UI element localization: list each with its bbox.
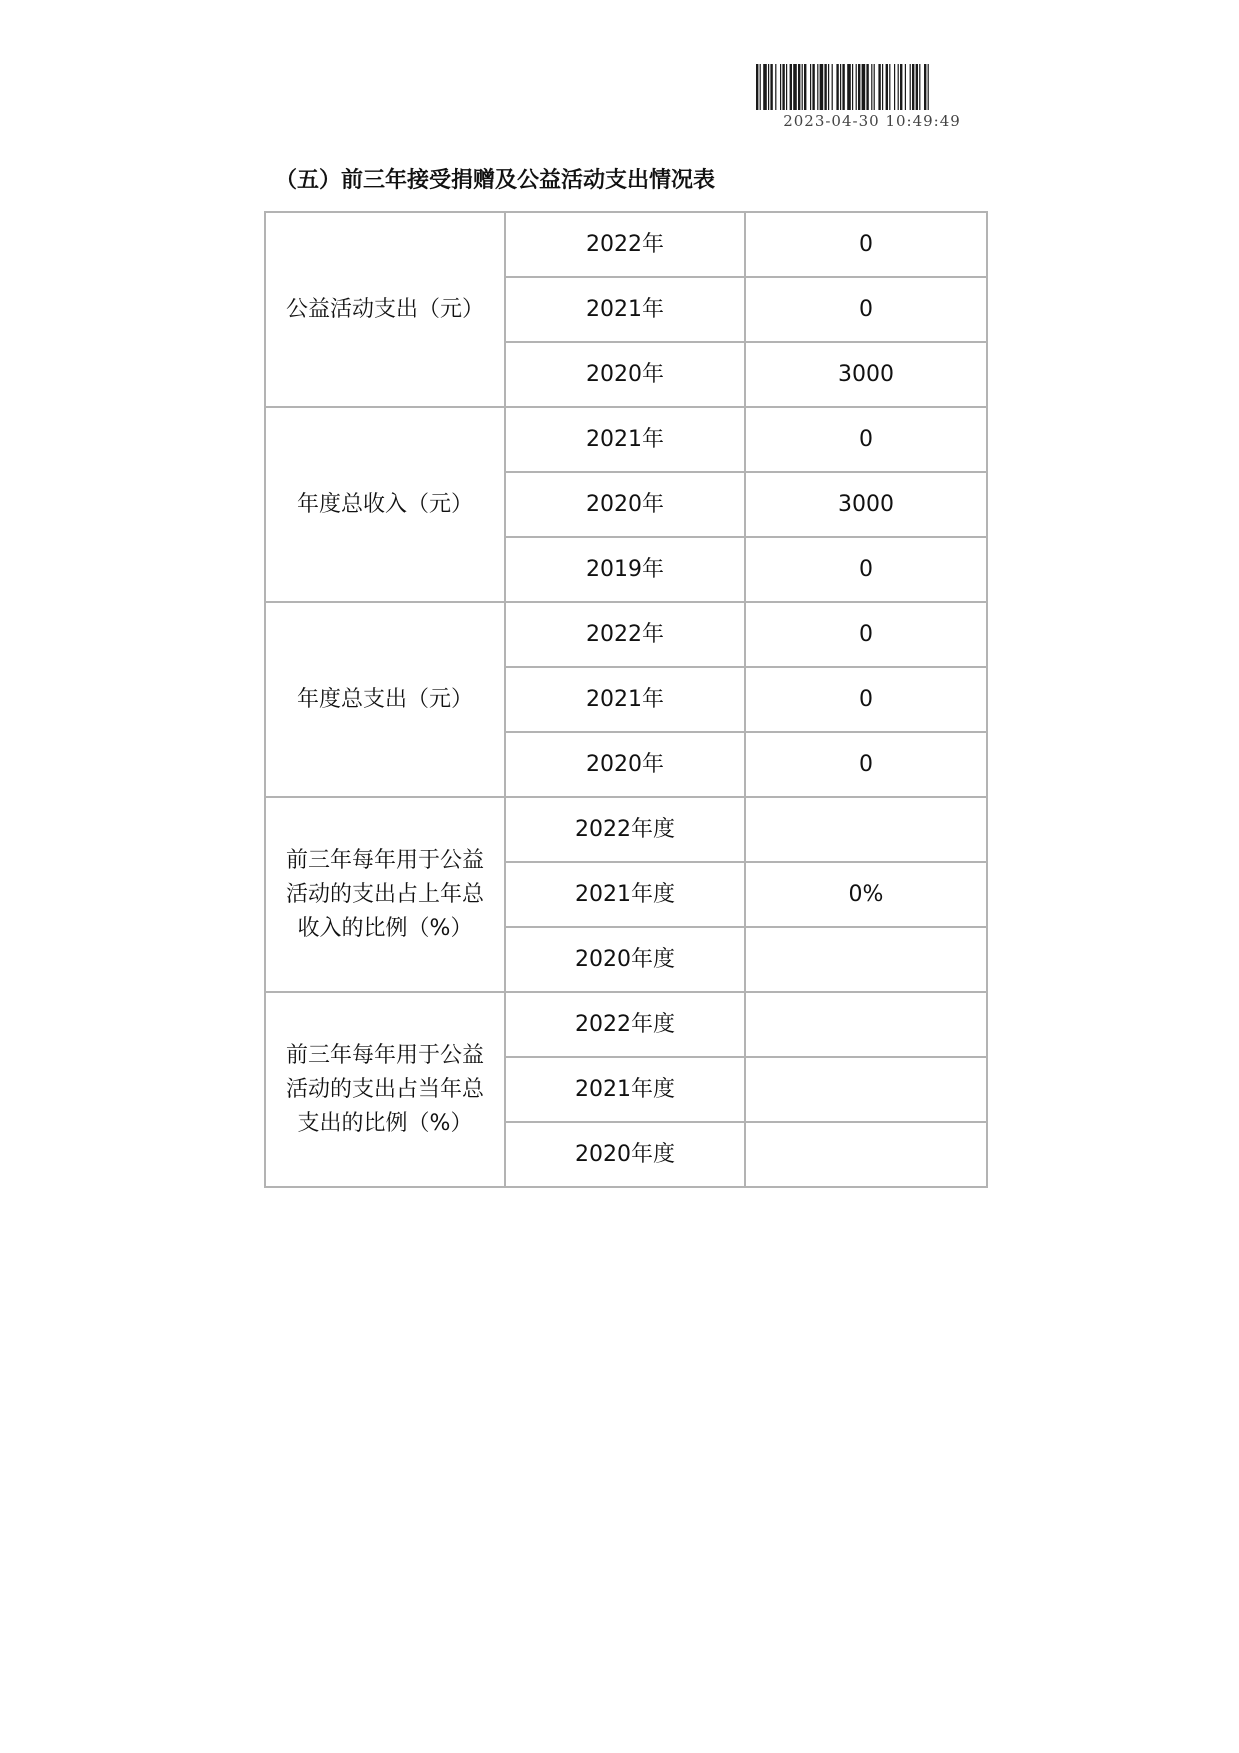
barcode-bar (820, 64, 824, 110)
value-cell: 3000 (745, 472, 987, 537)
group-label: 年度总收入（元） (296, 491, 473, 517)
barcode-bar (828, 64, 829, 110)
donation-expense-table (264, 211, 988, 1188)
value-cell: 0 (745, 212, 987, 277)
year-cell: 2022年 (505, 602, 745, 667)
barcode-bar (858, 64, 860, 110)
barcode-bar (898, 64, 899, 110)
year-cell: 2022年 (505, 212, 745, 277)
value-cell: 0 (745, 277, 987, 342)
value-cell (745, 1057, 987, 1122)
value-cell (745, 797, 987, 862)
barcode-bar (840, 64, 841, 110)
year-cell: 2020年 (505, 472, 745, 537)
value-cell: 0% (745, 862, 987, 927)
barcode-timestamp: 2023-04-30 10:49:49 (783, 112, 961, 130)
year-cell: 2021年 (505, 277, 745, 342)
barcode-bar (852, 64, 853, 110)
group-label-cell (265, 602, 505, 797)
barcode-bar (847, 64, 851, 110)
year-cell: 2021年 (505, 667, 745, 732)
barcode-bar (910, 64, 911, 110)
group-label-cell (265, 212, 505, 407)
table-row (265, 602, 987, 667)
group-label: 前三年每年用于公益活动的支出占上年总收入的比例（%） (285, 847, 484, 941)
barcode-bar (836, 64, 838, 110)
barcode-bar (790, 64, 792, 110)
barcode-bar (782, 64, 784, 110)
year-cell: 2019年 (505, 537, 745, 602)
value-cell (745, 1122, 987, 1187)
barcode-image (756, 64, 988, 110)
year-cell: 2021年 (505, 407, 745, 472)
barcode-bar (916, 64, 918, 110)
year-cell: 2022年度 (505, 797, 745, 862)
barcode-bar (919, 64, 920, 110)
barcode-bar (824, 64, 826, 110)
barcode-bar (756, 64, 758, 110)
barcode-bar (768, 64, 769, 110)
barcode-bar (793, 64, 797, 110)
year-cell: 2020年 (505, 342, 745, 407)
table-row (265, 212, 987, 277)
group-label-cell (265, 797, 505, 992)
year-cell: 2020年 (505, 732, 745, 797)
group-label: 年度总支出（元） (296, 686, 473, 712)
value-cell: 0 (745, 537, 987, 602)
barcode-bar (817, 64, 818, 110)
barcode-bar (812, 64, 814, 110)
value-cell: 0 (745, 407, 987, 472)
barcode-bar (878, 64, 880, 110)
group-label: 公益活动支出（元） (285, 296, 484, 322)
group-label-cell (265, 992, 505, 1187)
table-row (265, 407, 987, 472)
barcode-bar (928, 64, 929, 110)
barcode-block (756, 64, 988, 130)
barcode-bar (900, 64, 902, 110)
barcode-bar (924, 64, 926, 110)
value-cell: 0 (745, 732, 987, 797)
year-cell: 2020年度 (505, 927, 745, 992)
barcode-bar (882, 64, 883, 110)
table-row (265, 992, 987, 1057)
barcode-bar (780, 64, 781, 110)
barcode-bar (862, 64, 866, 110)
barcode-bar (760, 64, 761, 110)
barcode-bar (886, 64, 888, 110)
barcode-bar (842, 64, 844, 110)
barcode-bar (856, 64, 857, 110)
barcode-bar (905, 64, 906, 110)
value-cell (745, 992, 987, 1057)
barcode-bar (810, 64, 811, 110)
barcode-bar (763, 64, 767, 110)
barcode-bar (874, 64, 875, 110)
barcode-bar (871, 64, 872, 110)
barcode-bar (894, 64, 895, 110)
year-cell: 2020年度 (505, 1122, 745, 1187)
group-label-cell (265, 407, 505, 602)
barcode-bar (866, 64, 868, 110)
value-cell: 0 (745, 602, 987, 667)
value-cell: 3000 (745, 342, 987, 407)
barcode-bar (770, 64, 772, 110)
year-cell: 2021年度 (505, 1057, 745, 1122)
barcode-bar (804, 64, 806, 110)
value-cell (745, 927, 987, 992)
barcode-bar (775, 64, 776, 110)
value-cell: 0 (745, 667, 987, 732)
barcode-bar (912, 64, 914, 110)
section-title: （五）前三年接受捐赠及公益活动支出情况表 (275, 168, 716, 193)
barcode-bar (798, 64, 800, 110)
year-cell: 2021年度 (505, 862, 745, 927)
barcode-bar (832, 64, 833, 110)
group-label: 前三年每年用于公益活动的支出占当年总支出的比例（%） (285, 1042, 484, 1136)
table-row (265, 797, 987, 862)
barcode-bar (802, 64, 803, 110)
year-cell: 2022年度 (505, 992, 745, 1057)
barcode-bar (889, 64, 890, 110)
barcode-bar (786, 64, 787, 110)
